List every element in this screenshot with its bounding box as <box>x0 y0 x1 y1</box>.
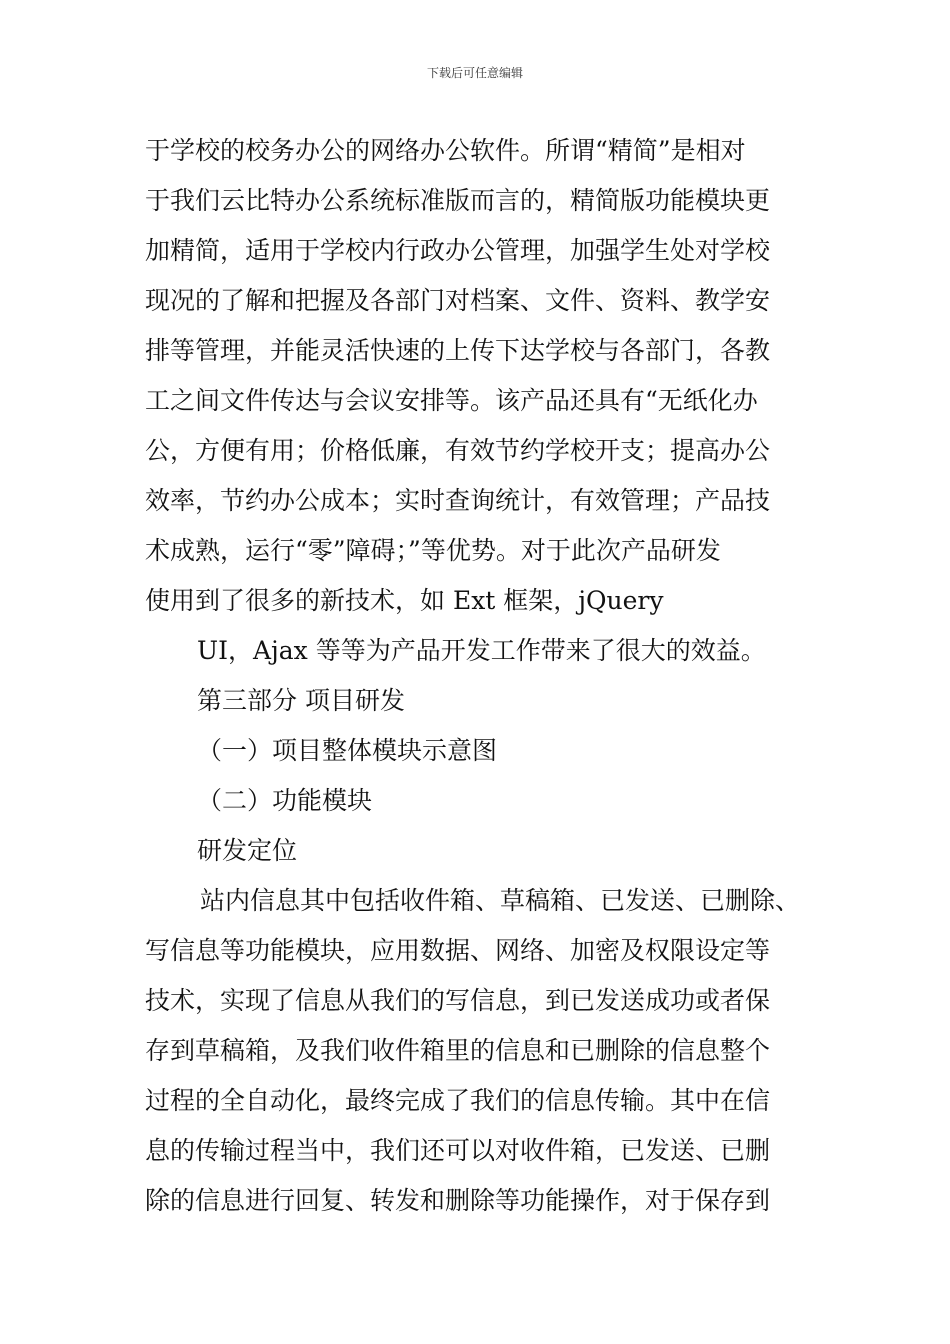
subsection-heading: 研发定位 <box>197 836 298 865</box>
subsection-heading: （二）功能模块 <box>197 786 373 815</box>
section-heading: 第三部分 项目研发 <box>197 686 405 715</box>
paragraph-first-line: 站内信息其中包括收件箱、草稿箱、已发送、已删除、 <box>200 886 801 915</box>
text-line: 排等管理，并能灵活快速的上传下达学校与各部门，各教 <box>145 336 771 365</box>
text-line: 除的信息进行回复、转发和删除等功能操作，对于保存到 <box>145 1186 771 1215</box>
text-line: 过程的全自动化，最终完成了我们的信息传输。其中在信 <box>145 1086 771 1115</box>
text-line: 息的传输过程当中，我们还可以对收件箱，已发送、已删 <box>145 1136 771 1165</box>
text-line: 加精简，适用于学校内行政办公管理，加强学生处对学校 <box>145 236 771 265</box>
text-line: 现况的了解和把握及各部门对档案、文件、资料、教学安 <box>145 286 771 315</box>
text-line: 效率，节约办公成本；实时查询统计，有效管理；产品技 <box>145 486 771 515</box>
text-line: UI，Ajax 等等为产品开发工作带来了很大的效益。 <box>197 636 766 665</box>
text-line: 工之间文件传达与会议安排等。该产品还具有“无纸化办 <box>145 386 758 415</box>
page-header: 下载后可任意编辑 <box>426 66 523 80</box>
text-line: 技术，实现了信息从我们的写信息，到已发送成功或者保 <box>145 986 771 1015</box>
text-line: 于学校的校务办公的网络办公软件。所谓“精简”是相对 <box>145 136 746 165</box>
text-line: 术成熟，运行“零”障碍；”等优势。对于此次产品研发 <box>145 536 721 565</box>
text-line: 写信息等功能模块，应用数据、网络、加密及权限设定等 <box>145 936 771 965</box>
document-body <box>145 126 825 1226</box>
text-line: 公，方便有用；价格低廉，有效节约学校开支；提高办公 <box>145 436 771 465</box>
subsection-heading: （一）项目整体模块示意图 <box>197 736 498 765</box>
text-line: 存到草稿箱，及我们收件箱里的信息和已删除的信息整个 <box>145 1036 771 1065</box>
text-line: 使用到了很多的新技术，如 Ext 框架，jQuery <box>145 586 664 615</box>
text-line: 于我们云比特办公系统标准版而言的，精简版功能模块更 <box>145 186 771 215</box>
